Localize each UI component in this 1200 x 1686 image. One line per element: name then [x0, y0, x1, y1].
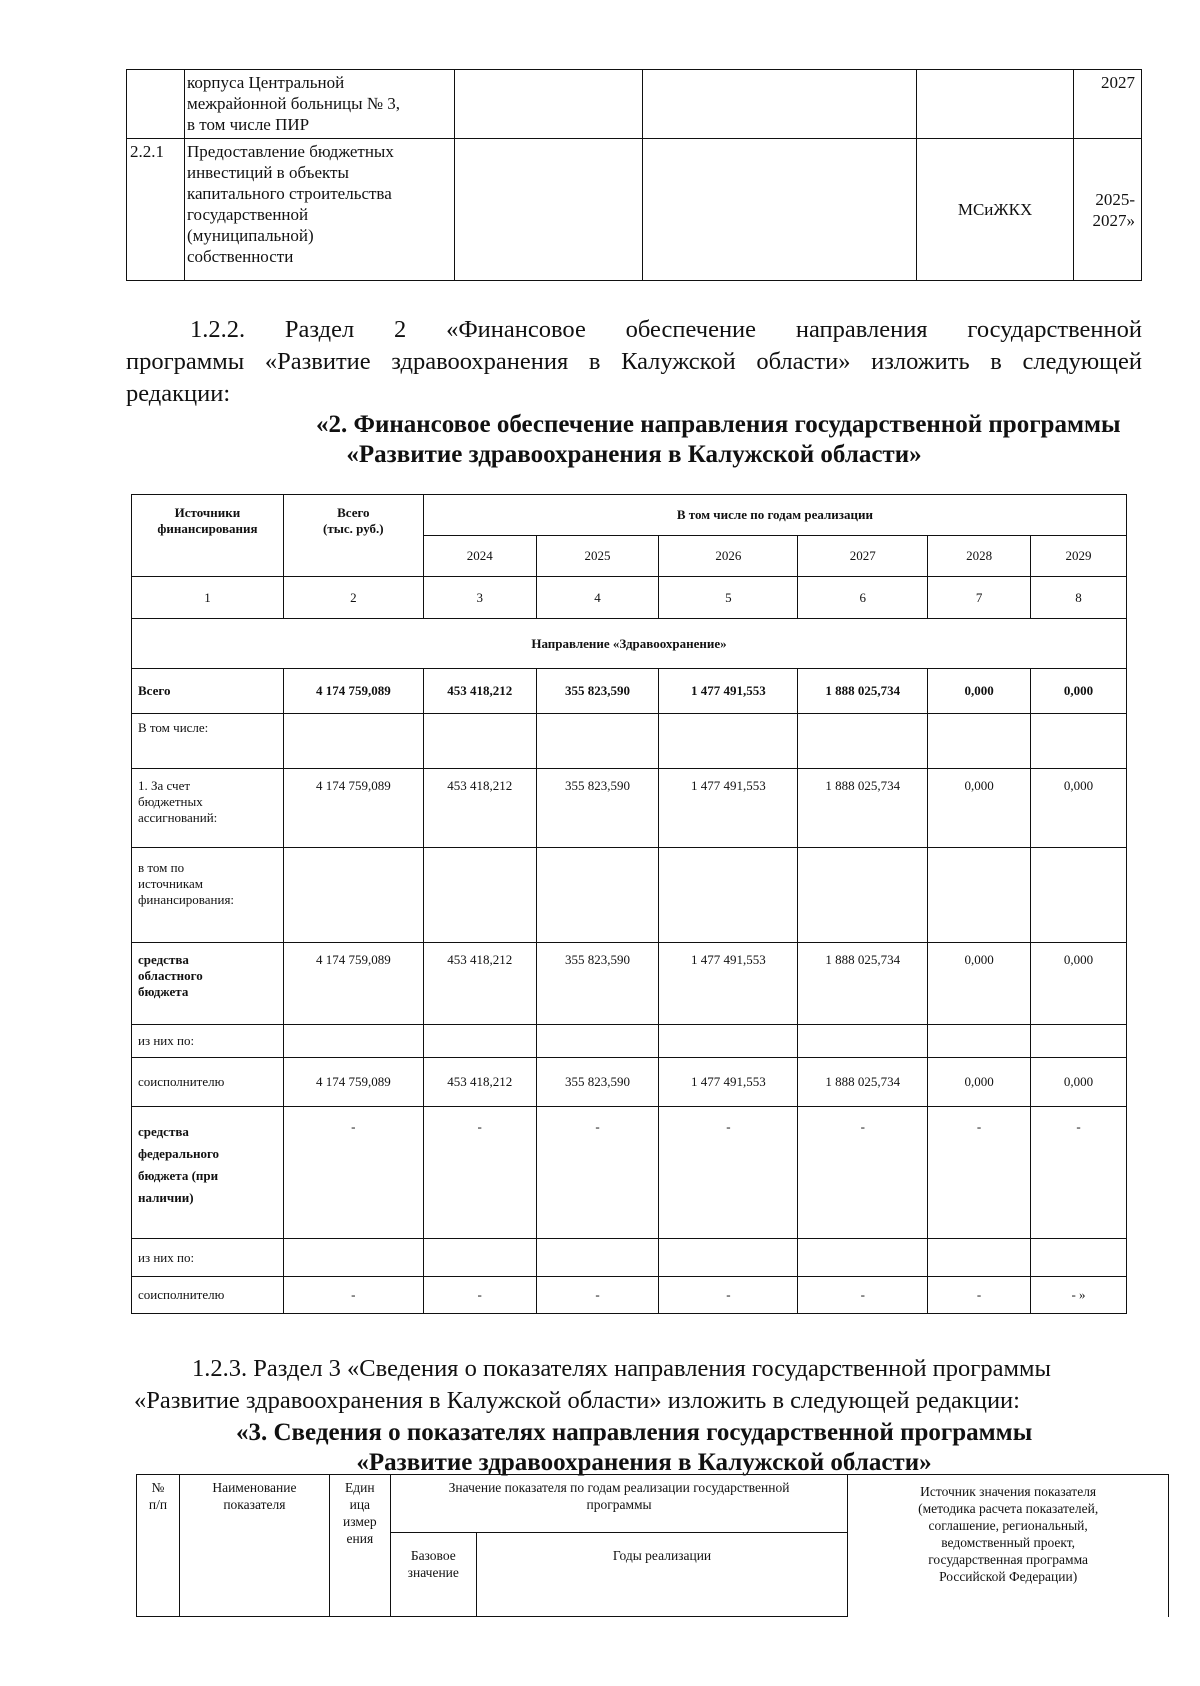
value-cell: -: [423, 1277, 536, 1314]
row-label: из них по:: [132, 1025, 284, 1058]
table-row: [132, 669, 1127, 714]
value-cell: [283, 848, 423, 943]
empty-cell: [642, 139, 917, 281]
value-cell: [1031, 714, 1127, 769]
value-cell: - »: [1031, 1277, 1127, 1314]
column-number: 6: [798, 577, 928, 619]
column-number: 4: [536, 577, 659, 619]
row-label: В том числе:: [132, 714, 284, 769]
executor-cell: [917, 70, 1074, 139]
value-cell: [423, 1025, 536, 1058]
amendment-paragraph-1-2-2: 1.2.2. Раздел 2 «Финансовое обеспечение направления государственной программы «Развитие здравоохранения в Калужской области» изложить в следующей редакции:: [126, 316, 1142, 407]
value-cell: 1 477 491,553: [659, 669, 798, 714]
value-cell: 0,000: [1031, 669, 1127, 714]
value-cell: 4 174 759,089: [283, 943, 423, 1025]
header-years: Годы реализации: [476, 1533, 848, 1617]
value-cell: [928, 848, 1031, 943]
executor-cell: МСиЖКХ: [917, 139, 1074, 281]
value-cell: [659, 1025, 798, 1058]
value-cell: [798, 1239, 928, 1277]
table-row: [127, 70, 1142, 139]
value-cell: [659, 714, 798, 769]
header-unit: Един ица измер ения: [329, 1475, 390, 1617]
value-cell: 1 888 025,734: [798, 669, 928, 714]
table-header-row: [137, 1475, 1169, 1533]
column-number: 7: [928, 577, 1031, 619]
value-cell: 0,000: [1031, 769, 1127, 848]
value-cell: 355 823,590: [536, 1058, 659, 1107]
table-header-row: [132, 495, 1127, 536]
value-cell: [1031, 1025, 1127, 1058]
years-cell: 2025- 2027»: [1073, 139, 1141, 281]
table-row: [132, 1107, 1127, 1239]
value-cell: -: [928, 1107, 1031, 1239]
row-number-cell: [127, 70, 185, 139]
value-cell: [798, 714, 928, 769]
empty-cell: [454, 70, 642, 139]
value-cell: [423, 714, 536, 769]
row-label: 1. За счет бюджетных ассигнований:: [132, 769, 284, 848]
column-number: 5: [659, 577, 798, 619]
header-year: 2027: [798, 536, 928, 577]
header-year: 2028: [928, 536, 1031, 577]
value-cell: -: [536, 1277, 659, 1314]
header-indicator-name: Наименование показателя: [179, 1475, 329, 1617]
value-cell: [798, 1025, 928, 1058]
value-cell: 0,000: [1031, 1058, 1127, 1107]
value-cell: [1031, 848, 1127, 943]
table-row: [132, 714, 1127, 769]
value-cell: [928, 1239, 1031, 1277]
header-num: № п/п: [137, 1475, 180, 1617]
header-indicator-value: Значение показателя по годам реализации государственной программы: [390, 1475, 847, 1533]
value-cell: [536, 1025, 659, 1058]
table-row: [132, 769, 1127, 848]
table-row: [132, 1025, 1127, 1058]
direction-title: Направление «Здравоохранение»: [132, 619, 1127, 669]
value-cell: 4 174 759,089: [283, 1058, 423, 1107]
value-cell: [283, 714, 423, 769]
years-cell: 2027: [1073, 70, 1141, 139]
activity-name-cell: корпуса Центральной межрайонной больницы № 3, в том числе ПИР: [184, 70, 454, 139]
amendment-paragraph-1-2-3: 1.2.3. Раздел 3 «Сведения о показателях направления государственной программы «Развитие здравоохранения в Калужской области» изложить в следующей редакции:: [134, 1355, 1051, 1414]
value-cell: 0,000: [928, 669, 1031, 714]
section-2-heading: «2. Финансовое обеспечение направления государственной программы «Развитие здравоохранения в Калужской области»: [316, 411, 1121, 468]
value-cell: -: [659, 1277, 798, 1314]
value-cell: [423, 848, 536, 943]
row-label: соисполнителю: [132, 1277, 284, 1314]
value-cell: [928, 1025, 1031, 1058]
value-cell: [928, 714, 1031, 769]
value-cell: [536, 1239, 659, 1277]
row-label: из них по:: [132, 1239, 284, 1277]
value-cell: 1 888 025,734: [798, 769, 928, 848]
value-cell: 355 823,590: [536, 769, 659, 848]
row-label: Всего: [132, 669, 284, 714]
financing-table: [131, 494, 1127, 1314]
empty-cell: [642, 70, 917, 139]
header-year: 2025: [536, 536, 659, 577]
column-number: 2: [283, 577, 423, 619]
value-cell: -: [283, 1277, 423, 1314]
header-year: 2026: [659, 536, 798, 577]
value-cell: 453 418,212: [423, 769, 536, 848]
value-cell: [1031, 1239, 1127, 1277]
direction-row: [132, 619, 1127, 669]
table-row: [132, 1058, 1127, 1107]
value-cell: [798, 848, 928, 943]
value-cell: 453 418,212: [423, 1058, 536, 1107]
value-cell: [423, 1239, 536, 1277]
value-cell: -: [659, 1107, 798, 1239]
value-cell: -: [423, 1107, 536, 1239]
value-cell: 1 477 491,553: [659, 1058, 798, 1107]
header-base-value: Базовое значение: [390, 1533, 476, 1617]
header-years-group: В том числе по годам реализации: [423, 495, 1126, 536]
value-cell: 0,000: [928, 943, 1031, 1025]
program-activities-table-continued: [126, 69, 1142, 281]
value-cell: 355 823,590: [536, 943, 659, 1025]
table-row: [132, 848, 1127, 943]
table-row: [132, 1277, 1127, 1314]
header-source: Источник значения показателя (методика расчета показателей, соглашение, региональный, ведомственный проект, государственная программа Российской Федерации): [848, 1475, 1169, 1617]
table-row: [132, 943, 1127, 1025]
value-cell: 1 888 025,734: [798, 943, 928, 1025]
value-cell: 4 174 759,089: [283, 769, 423, 848]
column-number: 1: [132, 577, 284, 619]
value-cell: -: [798, 1107, 928, 1239]
value-cell: 1 888 025,734: [798, 1058, 928, 1107]
activity-name-cell: Предоставление бюджетных инвестиций в объекты капитального строительства государственной (муниципальной) собственности: [184, 139, 454, 281]
value-cell: 1 477 491,553: [659, 943, 798, 1025]
value-cell: [536, 714, 659, 769]
value-cell: -: [928, 1277, 1031, 1314]
column-number-row: [132, 577, 1127, 619]
value-cell: 453 418,212: [423, 669, 536, 714]
header-year: 2029: [1031, 536, 1127, 577]
table-row: [127, 139, 1142, 281]
value-cell: 0,000: [1031, 943, 1127, 1025]
header-source: Источники финансирования: [132, 495, 284, 577]
value-cell: [283, 1025, 423, 1058]
value-cell: 4 174 759,089: [283, 669, 423, 714]
empty-cell: [454, 139, 642, 281]
row-label: соисполнителю: [132, 1058, 284, 1107]
value-cell: 0,000: [928, 1058, 1031, 1107]
header-total: Всего (тыс. руб.): [283, 495, 423, 577]
row-label: в том по источникам финансирования:: [132, 848, 284, 943]
section-3-heading: «3. Сведения о показателях направления государственной программы «Развитие здравоохранения в Калужской области»: [236, 1419, 1033, 1476]
value-cell: 0,000: [928, 769, 1031, 848]
column-number: 8: [1031, 577, 1127, 619]
value-cell: [659, 848, 798, 943]
value-cell: [536, 848, 659, 943]
row-number-cell: 2.2.1: [127, 139, 185, 281]
value-cell: 355 823,590: [536, 669, 659, 714]
indicators-table: [136, 1474, 1169, 1617]
value-cell: [283, 1239, 423, 1277]
value-cell: -: [283, 1107, 423, 1239]
value-cell: -: [798, 1277, 928, 1314]
header-year: 2024: [423, 536, 536, 577]
table-row: [132, 1239, 1127, 1277]
value-cell: 453 418,212: [423, 943, 536, 1025]
value-cell: [659, 1239, 798, 1277]
value-cell: -: [536, 1107, 659, 1239]
column-number: 3: [423, 577, 536, 619]
row-label: средства федерального бюджета (при наличии): [132, 1107, 284, 1239]
value-cell: -: [1031, 1107, 1127, 1239]
row-label: средства областного бюджета: [132, 943, 284, 1025]
value-cell: 1 477 491,553: [659, 769, 798, 848]
